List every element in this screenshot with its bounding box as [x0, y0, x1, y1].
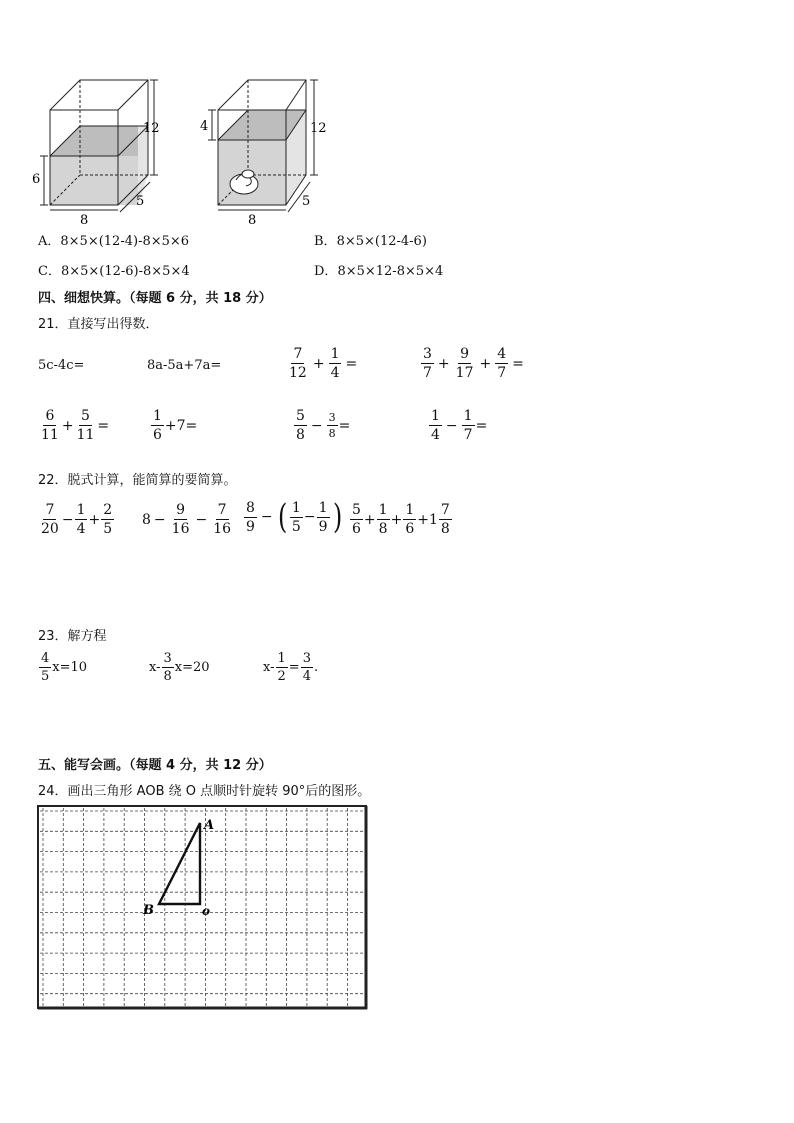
frac-den: 2: [277, 669, 286, 684]
frac-den: 12: [289, 365, 307, 381]
frac-den: 8: [378, 521, 388, 537]
frac-den: 4: [302, 669, 311, 684]
operator: −: [153, 511, 166, 528]
operator: +: [88, 511, 101, 528]
expr-rest: x=10: [52, 660, 88, 675]
fig2-rise: 4: [200, 119, 209, 134]
option-b-text: 8×5×(12-4-6): [336, 234, 427, 249]
q21-expr-8: [428, 409, 487, 442]
section-5-title: 五、能写会画。（每题 4 分，共 12 分）: [38, 758, 272, 773]
expr-prefix: x-: [263, 660, 275, 675]
operator: +: [61, 417, 74, 434]
operator: +: [437, 355, 450, 372]
frac-num: 1: [330, 346, 340, 362]
q21-expr-4: [420, 347, 527, 380]
equals: =: [338, 417, 351, 434]
q21-expr-2: 8a-5a+7a=: [147, 358, 222, 373]
option-d-label: D．: [314, 264, 338, 279]
option-c-label: C．: [38, 264, 61, 279]
frac-den: 8: [440, 521, 450, 537]
frac-den: 6: [153, 427, 162, 443]
frac-num: 3: [328, 411, 336, 424]
frac-den: 9: [246, 518, 255, 535]
fig1-water: 6: [32, 172, 41, 187]
frac-num: 1: [378, 502, 388, 518]
frac-num: 1: [463, 408, 473, 424]
cuboid-figure-1: [30, 70, 170, 230]
operator: +: [312, 355, 325, 372]
frac-num: 1: [277, 651, 286, 666]
cuboid-figure-2: [198, 70, 338, 230]
q23-expr-3: [263, 652, 318, 683]
frac-num: 4: [41, 651, 50, 666]
period: .: [313, 660, 319, 675]
frac-num: 7: [45, 502, 55, 518]
rotation-grid: [37, 805, 369, 1011]
q22-title: 22．脱式计算，能简算的要简算。: [38, 473, 237, 488]
q21-expr-1: 5c-4c=: [38, 358, 85, 373]
fig2-height: 12: [310, 121, 327, 136]
frac-num: 3: [302, 651, 311, 666]
q23-title: 23．解方程: [38, 629, 107, 644]
frac-num: 9: [460, 346, 470, 362]
frac-den: 7: [423, 365, 432, 381]
frac-num: 1: [318, 499, 328, 516]
frac-num: 8: [246, 499, 255, 516]
frac-den: 7: [497, 365, 507, 381]
option-b-label: B．: [314, 234, 337, 249]
frac-den: 8: [328, 427, 336, 440]
operator: −: [445, 417, 458, 434]
equals: =: [97, 417, 110, 434]
frac-den: 5: [41, 669, 50, 684]
operator: −: [260, 509, 273, 525]
frac-den: 7: [463, 427, 473, 443]
frac-num: 5: [81, 408, 90, 424]
left-paren: (: [277, 497, 287, 537]
q24-title: 24．画出三角形 AOB 绕 O 点顺时针旋转 90°后的图形。: [38, 784, 371, 799]
q21-expr-3: [286, 347, 360, 380]
operator: +: [417, 511, 429, 528]
frac-num: 9: [176, 502, 186, 518]
q22-expr-1: [38, 503, 115, 536]
fig1-height: 12: [143, 121, 160, 136]
fig1-width: 5: [136, 194, 145, 209]
whole-number: 1: [428, 511, 438, 528]
operator: −: [61, 511, 74, 528]
frac-den: 16: [171, 521, 190, 537]
frac-den: 4: [431, 427, 440, 443]
section-4-title: 四、细想快算。（每题 6 分，共 18 分）: [38, 291, 272, 306]
option-d: [314, 260, 443, 279]
expr-rest: x=20: [174, 660, 210, 675]
frac-den: 6: [352, 521, 361, 537]
point-o-label: o: [202, 904, 211, 918]
option-c-text: 8×5×(12-6)-8×5×4: [60, 264, 190, 279]
frac-den: 11: [76, 427, 95, 443]
operator: −: [310, 417, 323, 434]
frac-num: 3: [163, 651, 172, 666]
fig2-length: 8: [248, 213, 257, 228]
frac-den: 17: [455, 365, 474, 381]
expr-rest: +7=: [164, 417, 198, 434]
frac-num: 4: [497, 346, 507, 362]
frac-num: 5: [296, 408, 305, 424]
q21-title: 21．直接写出得数．: [38, 317, 159, 332]
frac-den: 5: [291, 518, 301, 535]
option-d-text: 8×5×12-8×5×4: [337, 264, 444, 279]
frac-num: 3: [423, 346, 432, 362]
frac-num: 1: [405, 502, 415, 518]
option-a: [38, 230, 189, 249]
frac-den: 11: [41, 427, 59, 443]
q22-expr-4: [349, 503, 453, 536]
frac-den: 16: [213, 521, 232, 537]
option-a-text: 8×5×(12-4)-8×5×6: [60, 234, 190, 249]
operator: −: [303, 509, 316, 525]
option-c: [38, 260, 190, 279]
frac-num: 6: [45, 408, 55, 424]
q21-expr-7: [293, 409, 350, 442]
point-a-label: A: [204, 818, 215, 833]
operator: +: [363, 511, 376, 528]
frac-num: 7: [440, 502, 450, 518]
q22-expr-2: [142, 503, 234, 536]
frac-den: 6: [405, 521, 415, 537]
frac-num: 1: [153, 408, 162, 424]
frac-den: 9: [318, 518, 328, 535]
frac-num: 7: [217, 502, 227, 518]
frac-den: 8: [163, 669, 172, 684]
lead-number: 8: [142, 511, 151, 528]
frac-den: 5: [103, 521, 113, 537]
point-b-label: B: [143, 903, 154, 918]
frac-num: 1: [431, 408, 440, 424]
frac-den: 4: [330, 365, 340, 381]
fig1-length: 8: [80, 213, 89, 228]
operator: −: [195, 511, 208, 528]
equals: =: [288, 660, 300, 675]
q22-expr-3: [243, 497, 344, 537]
frac-num: 1: [76, 502, 86, 518]
frac-num: 1: [291, 499, 301, 516]
frac-den: 8: [296, 427, 305, 443]
right-paren: ): [332, 497, 342, 537]
equals: =: [345, 355, 358, 372]
frac-num: 5: [352, 502, 361, 518]
option-b: [314, 230, 427, 249]
q23-expr-1: [38, 652, 87, 683]
operator: +: [479, 355, 492, 372]
q21-expr-5: [38, 409, 109, 442]
equals: =: [512, 355, 524, 372]
equals: =: [475, 417, 488, 434]
fig2-width: 5: [302, 194, 311, 209]
operator: +: [390, 511, 403, 528]
expr-prefix: x-: [149, 660, 161, 675]
q21-expr-6: [150, 409, 197, 442]
option-a-label: A．: [38, 234, 61, 249]
frac-num: 7: [293, 346, 303, 362]
q23-expr-2: [149, 652, 210, 683]
frac-num: 2: [103, 502, 113, 518]
frac-den: 4: [76, 521, 86, 537]
frac-den: 20: [41, 521, 59, 537]
